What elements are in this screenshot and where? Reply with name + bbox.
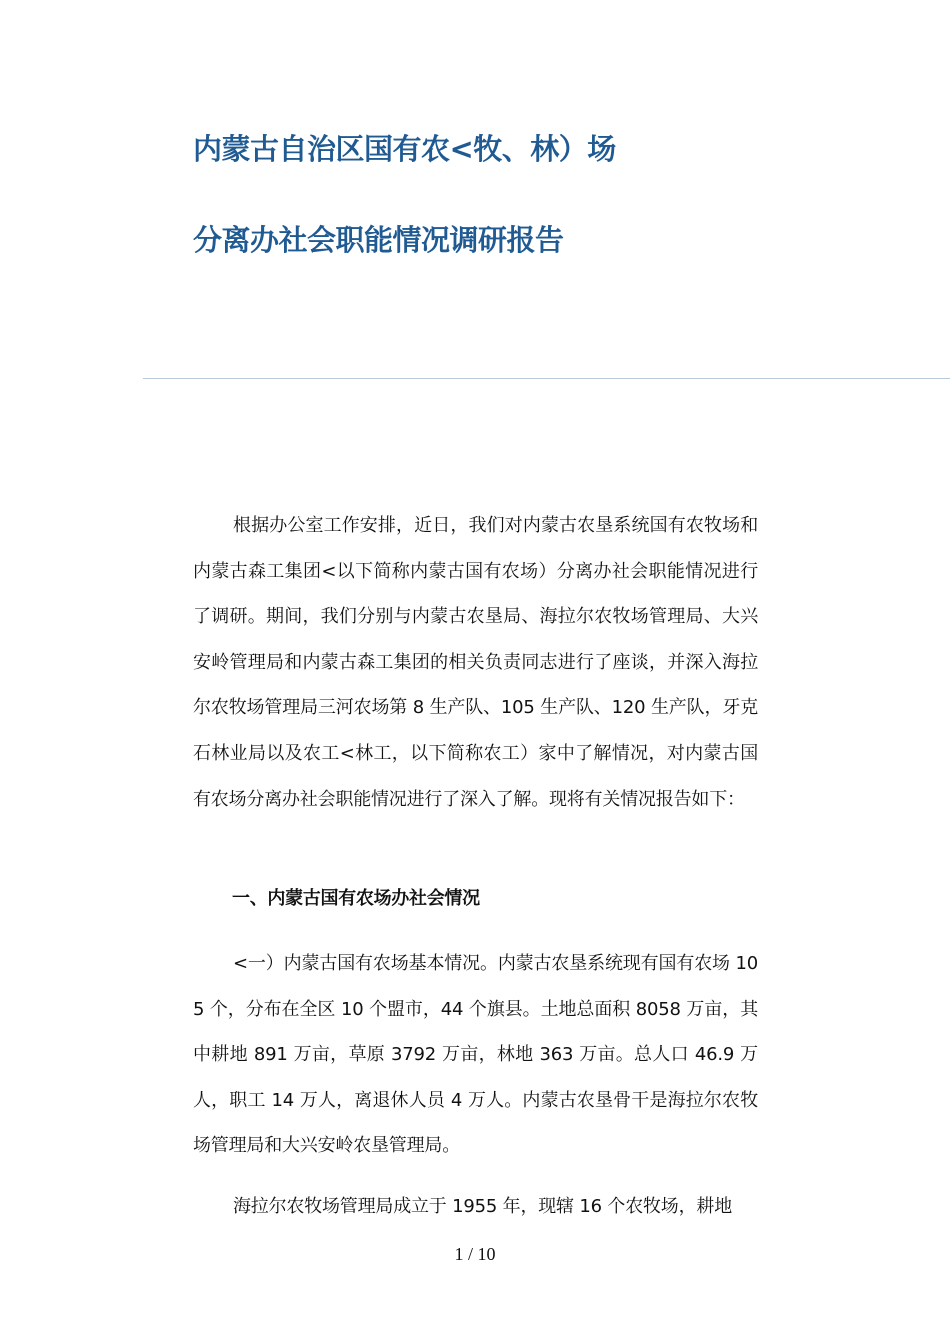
page-number: 1 / 10	[454, 1244, 496, 1264]
document-title-line-2: 分离办社会职能情况调研报告	[193, 223, 564, 257]
title-divider	[143, 378, 950, 379]
document-title-line-1: 内蒙古自治区国有农<牧、林）场	[193, 132, 616, 166]
section-heading: 一、内蒙古国有农场办社会情况	[232, 888, 480, 909]
intro-paragraph: 根据办公室工作安排，近日，我们对内蒙古农垦系统国有农牧场和内蒙古森工集团<以下简称内蒙古国有农场）分离办社会职能情况进行了调研。期间，我们分别与内蒙古农垦局、海拉尔农牧场管理局、大兴安岭管理局和内蒙古森工集团的相关负责同志进行了座谈，并深入海拉尔农牧场管理局三河农场第 8 生产队、105 生产队、120 生产队，牙克石林业局以及农工<林工，以下简称农工）家中了解情况，对内蒙古国有农场分离办社会职能情况进行了深入了解。现将有关情况报告如下：	[193, 515, 758, 810]
hailar-paragraph: 海拉尔农牧场管理局成立于 1955 年，现辖 16 个农牧场，耕地	[233, 1196, 732, 1217]
basic-situation-paragraph: <一）内蒙古国有农场基本情况。内蒙古农垦系统现有国有农场 105 个，分布在全区 10 个盟市，44 个旗县。土地总面积 8058 万亩，其中耕地 891 万亩，草原 3792 万亩，林地 363 万亩。总人口 46.9 万人，职工 14 万人，离退休人员 4 万人。内蒙古农垦骨干是海拉尔农牧场管理局和大兴安岭农垦管理局。	[193, 953, 758, 1157]
